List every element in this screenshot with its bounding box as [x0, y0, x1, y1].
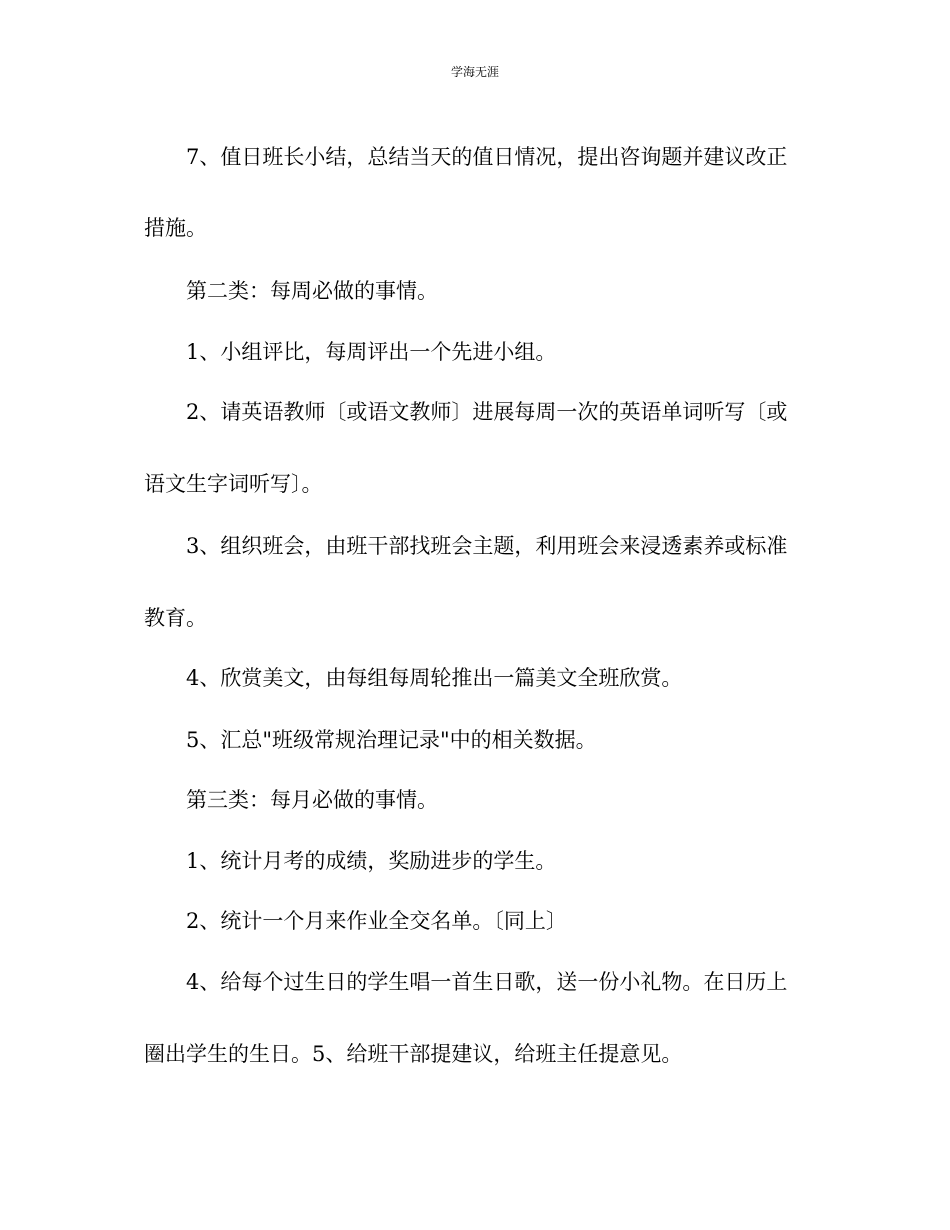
text-line: 圈出学生的生日。5、给班干部提建议，给班主任提意见。 — [144, 1042, 683, 1066]
text-line: 3、组织班会，由班干部找班会主题，利用班会来浸透素养或标准 — [186, 534, 788, 558]
text-line: 4、欣赏美文，由每组每周轮推出一篇美文全班欣赏。 — [186, 666, 683, 690]
text-line: 2、请英语教师〔或语文教师〕进展每周一次的英语单词听写〔或 — [186, 400, 788, 424]
text-line: 第二类：每周必做的事情。 — [186, 279, 438, 303]
text-line: 1、统计月考的成绩，奖励进步的学生。 — [186, 849, 557, 873]
text-line: 第三类：每月必做的事情。 — [186, 788, 438, 812]
text-line: 5、汇总"班级常规治理记录"中的相关数据。 — [186, 728, 597, 752]
page-header: 学海无涯 — [450, 65, 499, 79]
text-line: 4、给每个过生日的学生唱一首生日歌，送一份小礼物。在日历上 — [186, 970, 788, 994]
text-line: 1、小组评比，每周评出一个先进小组。 — [186, 340, 557, 364]
text-line: 2、统计一个月来作业全交名单。〔同上〕 — [186, 909, 567, 933]
text-line: 语文生字词听写〕。 — [144, 472, 323, 496]
text-line: 措施。 — [144, 216, 207, 240]
text-line: 7、值日班长小结，总结当天的值日情况，提出咨询题并建议改正 — [186, 145, 788, 169]
text-line: 教育。 — [144, 606, 207, 630]
